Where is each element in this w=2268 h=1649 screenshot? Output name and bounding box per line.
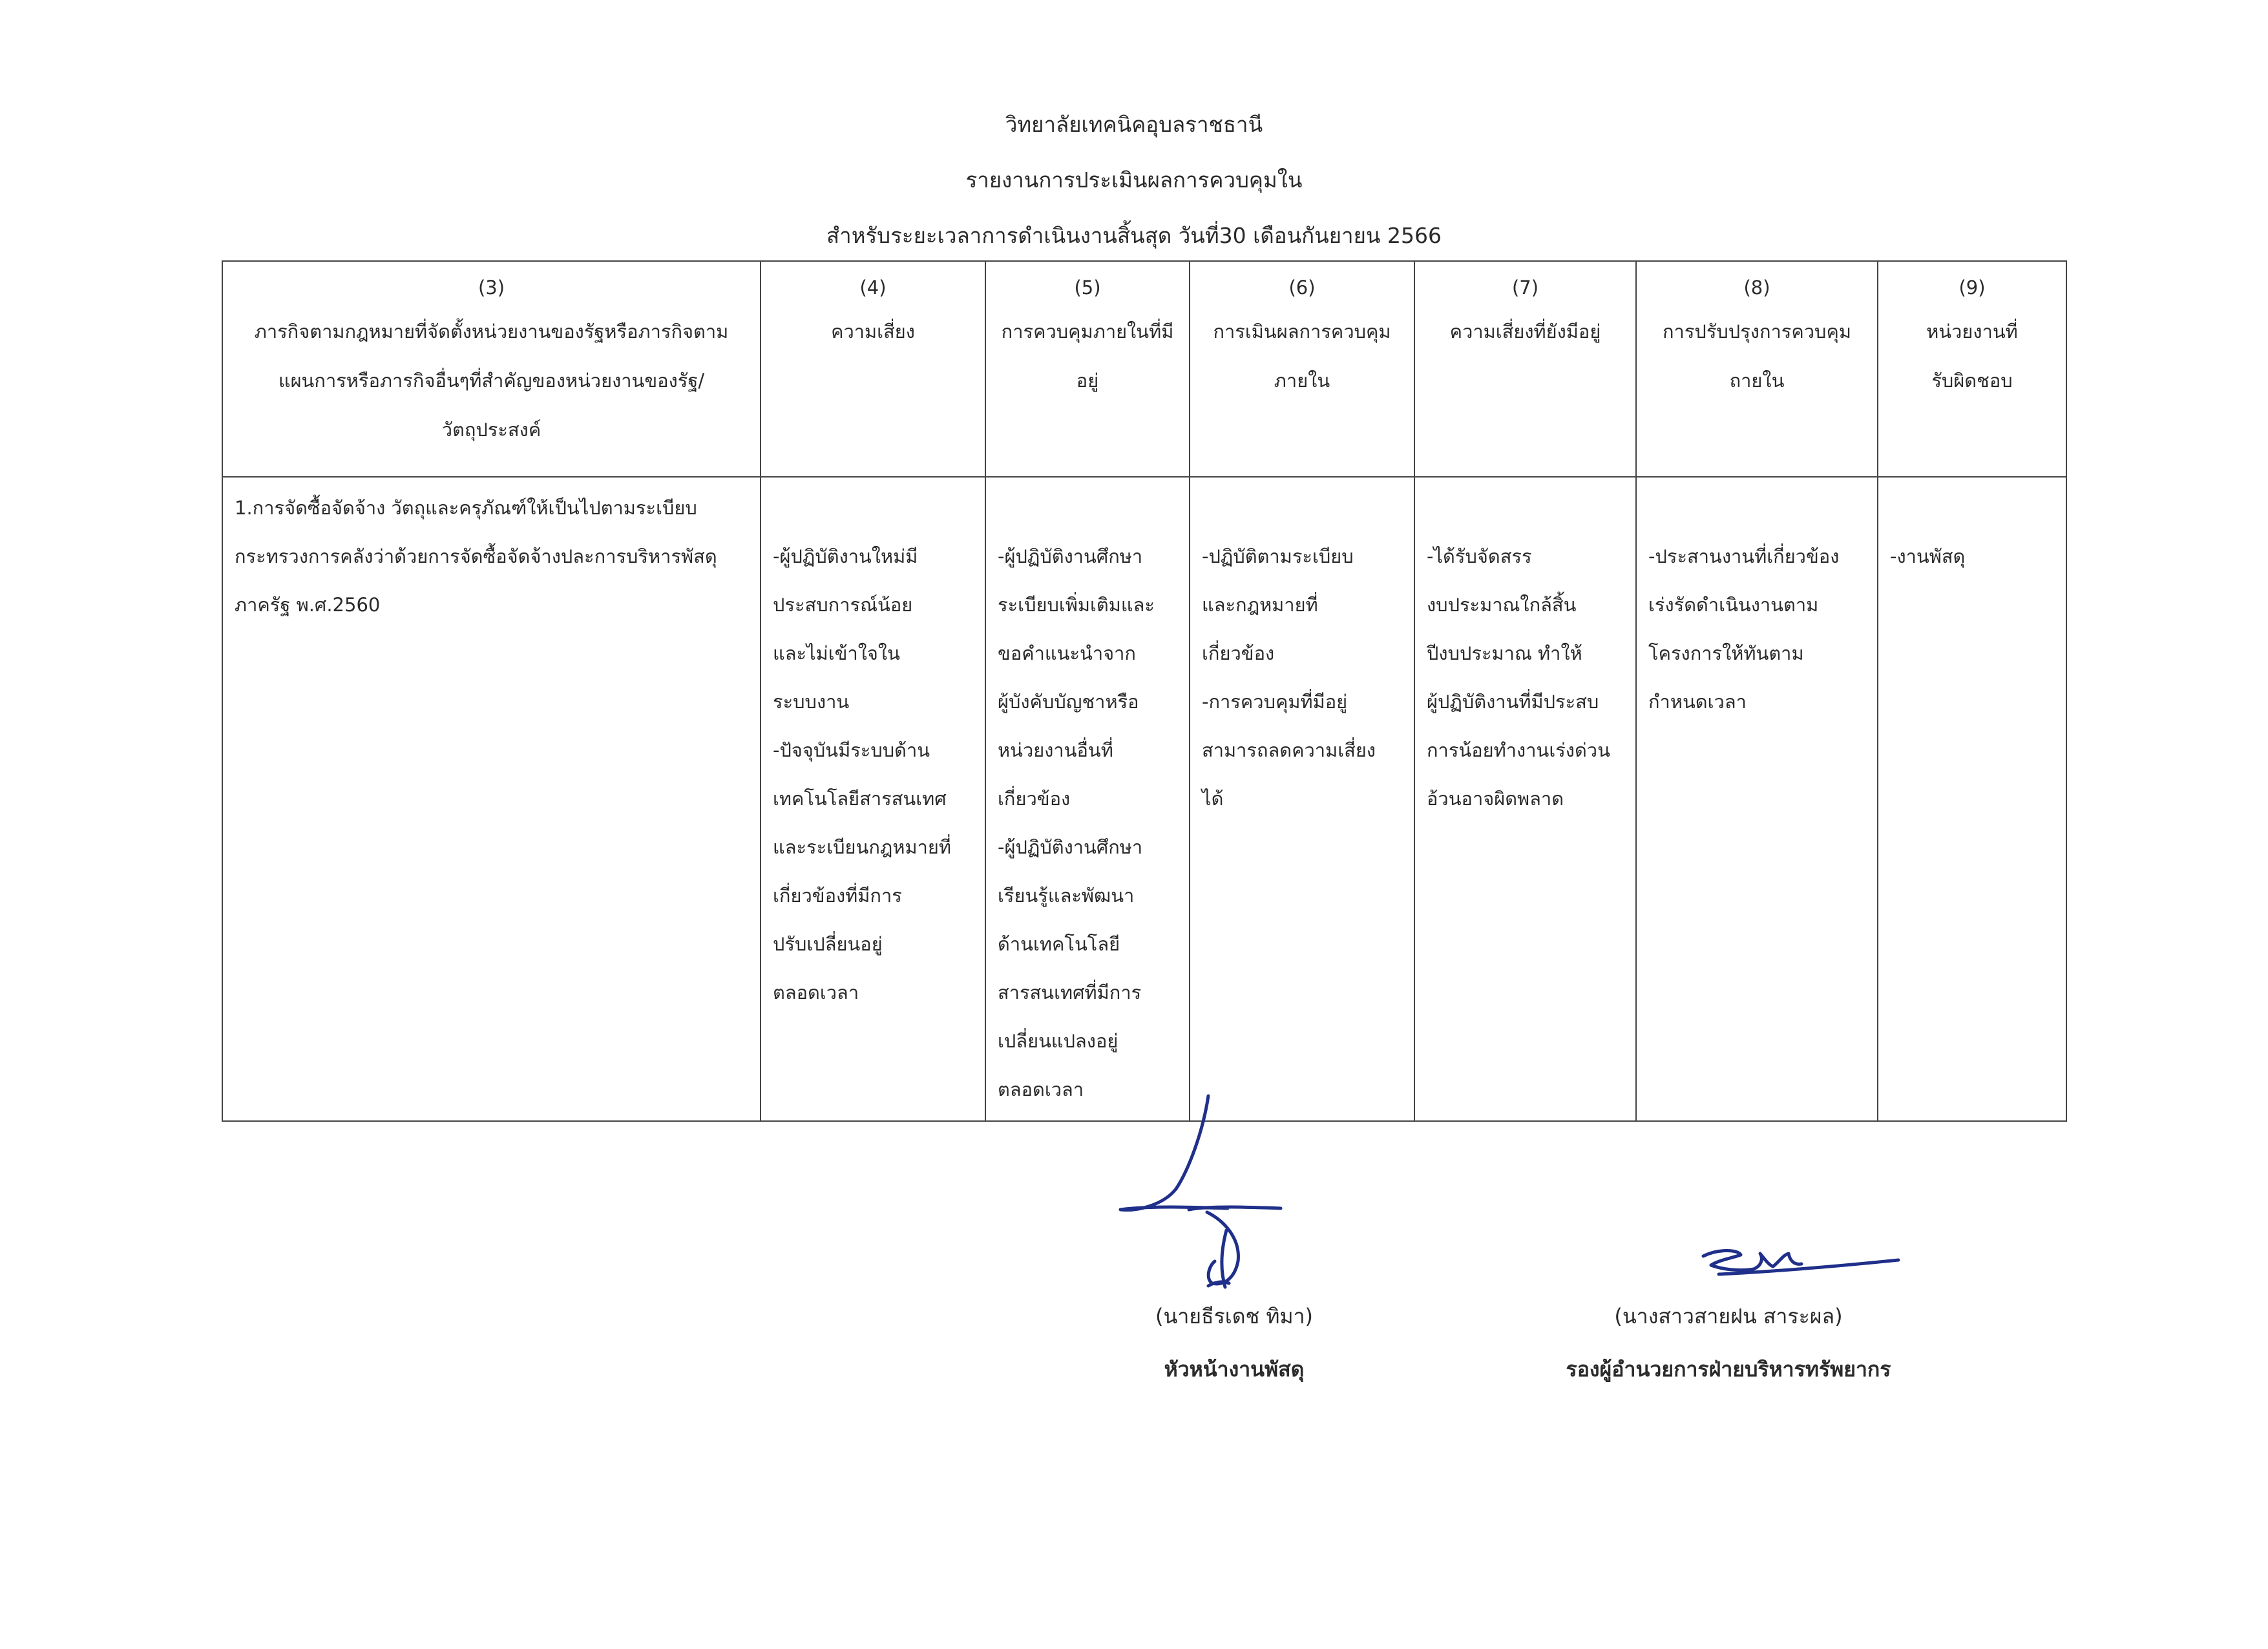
- table-row: [222, 477, 2066, 1121]
- cell-remaining-risk: -ได้รับจัดสรร งบประมาณใกล้สิ้น ปีงบประมาณ ทำให้ ผู้ปฏิบัติงานที่มีประสบ การน้อยทำงานเร่งด่วน อ้วนอาจผิดพลาด: [1414, 477, 1636, 1121]
- control-assessment-table: [222, 260, 2067, 1122]
- report-period: สำหรับระยะเวลาการดำเนินงานสิ้นสุด วันที่30 เดือนกันยายน 2566: [826, 223, 1442, 248]
- table-header-row: [222, 261, 2066, 477]
- column-number: (4): [859, 277, 887, 299]
- document-header: [0, 97, 2268, 264]
- cell-responsible-unit: -งานพัสดุ: [1878, 477, 2066, 1121]
- left-signature-block: [1111, 1290, 1357, 1396]
- signer-name: (นางสาวสายฝน สาระผล): [1614, 1304, 1843, 1329]
- column-number: (3): [478, 277, 505, 299]
- cell-risk: -ผู้ปฏิบัติงานใหม่มี ประสบการณ์น้อย และไม่เข้าใจใน ระบบงาน -ปัจจุบันมีระบบด้าน เทคโนโลยีสารสนเทศ และระเบียนกฎหมายที่ เกี่ยวข้องที่มีการ ปรับเปลี่ยนอยู่ ตลอดเวลา: [761, 477, 985, 1121]
- column-label: หน่วยงานที่ รับผิดชอบ: [1926, 320, 2018, 392]
- column-label: การเมินผลการควบคุม ภายใน: [1213, 320, 1391, 392]
- left-handwritten-signature: [1111, 1092, 1305, 1299]
- cell-mission: 1.การจัดซื้อจัดจ้าง วัตถุและครุภัณฑ์ให้เป็นไปตามระเบียบ กระทรวงการคลังว่าด้วยการจัดซื้อจัดจ้างปละการบริหารพัสดุ ภาครัฐ พ.ศ.2560: [222, 477, 761, 1121]
- header-mission: [222, 261, 761, 477]
- signer-position: หัวหน้างานพัสดุ: [1164, 1357, 1305, 1381]
- report-title: รายงานการประเมินผลการควบคุมใน: [965, 167, 1303, 193]
- header-risk: [761, 261, 985, 477]
- signer-position: รองผู้อำนวยการฝ่ายบริหารทรัพยากร: [1566, 1357, 1891, 1381]
- header-existing-control: [985, 261, 1190, 477]
- column-number: (9): [1958, 277, 1986, 299]
- header-control-evaluation: [1190, 261, 1414, 477]
- column-label: ความเสี่ยง: [831, 320, 915, 342]
- column-number: (7): [1511, 277, 1539, 299]
- header-remaining-risk: [1414, 261, 1636, 477]
- column-number: (6): [1288, 277, 1316, 299]
- right-signature-block: [1531, 1290, 1926, 1396]
- cell-existing-control: -ผู้ปฏิบัติงานศึกษา ระเบียบเพิ่มเติมและ ขอคำแนะนำจาก ผู้บังคับบัญชาหรือ หน่วยงานอื่นที่ เกี่ยวข้อง -ผู้ปฏิบัติงานศึกษา เรียนรู้และพัฒนา ด้านเทคโนโลยี สารสนเทศที่มีการ เปลี่ยนแปลงอยู่ ตลอดเวลา: [985, 477, 1190, 1121]
- cell-control-evaluation: -ปฏิบัติตามระเบียบ และกฎหมายที่ เกี่ยวข้อง -การควบคุมที่มีอยู่ สามารถลดความเสี่ยง ได้: [1190, 477, 1414, 1121]
- header-responsible-unit: [1878, 261, 2066, 477]
- signer-name: (นายธีรเดช ทิมา): [1155, 1304, 1314, 1329]
- column-label: ความเสี่ยงที่ยังมีอยู่: [1449, 320, 1601, 342]
- column-label: ภารกิจตามกฎหมายที่จัดตั้งหน่วยงานของรัฐหรือภารกิจตาม แผนการหรือภารกิจอื่นๆที่สำคัญของหน่วยงานของรัฐ/ วัตถุประสงค์: [254, 320, 729, 441]
- header-control-improvement: [1636, 261, 1878, 477]
- column-label: การปรับปรุงการควบคุม ถายใน: [1663, 320, 1851, 392]
- column-label: การควบคุมภายในที่มี อยู่: [1001, 320, 1174, 392]
- column-number: (5): [1074, 277, 1101, 299]
- column-number: (8): [1743, 277, 1770, 299]
- college-name: วิทยาลัยเทคนิคอุบลราชธานี: [1005, 112, 1263, 137]
- cell-control-improvement: -ประสานงานที่เกี่ยวข้อง เร่งรัดดำเนินงานตาม โครงการให้ทันตาม กำหนดเวลา: [1636, 477, 1878, 1121]
